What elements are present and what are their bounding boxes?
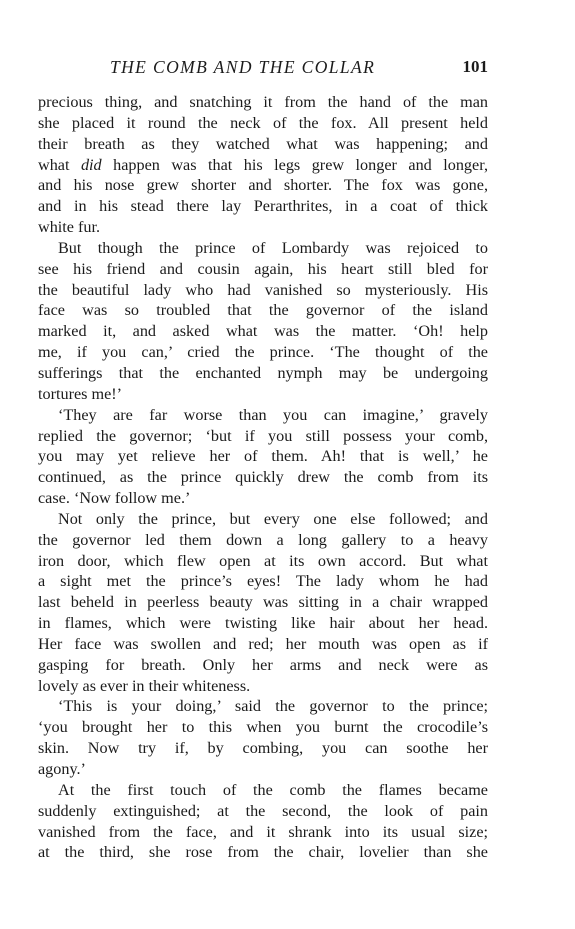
text-line: case. ‘Now follow me.’ (38, 489, 191, 508)
text-line: you may yet relieve her of them. Ah! that is well,’ he (38, 447, 488, 466)
running-title: THE COMB AND THE COLLAR (110, 57, 376, 77)
text-line: Her face was swollen and red; her mouth was open as if (38, 634, 488, 653)
text-line: skin. Now try if, by combing, you can soothe her (38, 739, 488, 758)
text-line: a sight met the prince’s eyes! The lady whom he had (38, 572, 488, 591)
text-line: Not only the prince, but every one else followed; and (58, 509, 488, 528)
text-line: suddenly extinguished; at the second, the look of pain (38, 801, 488, 820)
text-line: me, if you can,’ cried the prince. ‘The thought of the (38, 343, 488, 362)
text-line: what did happen was that his legs grew longer and longer, (38, 155, 488, 174)
text-line: lovely as ever in their whiteness. (38, 676, 251, 695)
text-line: replied the governor; ‘but if you still possess your comb, (38, 426, 488, 445)
text-line: see his friend and cousin again, his heart still bled for (38, 259, 488, 278)
text-line: ‘you brought her to this when you burnt the crocodile’s (38, 718, 488, 737)
text-line: white fur. (38, 218, 101, 237)
text-line: vanished from the face, and it shrank into its usual size; (38, 822, 488, 841)
text-line: But though the prince of Lombardy was rejoiced to (58, 238, 488, 257)
text-line: agony.’ (38, 760, 86, 778)
text-line: marked it, and asked what was the matter. ‘Oh! help (38, 322, 488, 341)
text-line: continued, as the prince quickly drew the comb from its (38, 468, 488, 487)
text-line: precious thing, and snatching it from the hand of the man (38, 93, 488, 111)
text-line: last beheld in peerless beauty was sitting in a chair wrapped (38, 593, 488, 612)
text-line: and in his stead there lay Perarthrites, in a coat of thick (38, 197, 488, 216)
text-line: iron door, which flew open at its own accord. But what (38, 551, 488, 570)
text-line: and his nose grew shorter and shorter. The fox was gone, (38, 176, 488, 195)
text-line: the governor led them down a long gallery to a heavy (38, 530, 488, 549)
page-number: 101 (462, 57, 488, 76)
text-line: their breath as they watched what was happening; and (38, 134, 488, 153)
text-line: ‘This is your doing,’ said the governor to the prince; (58, 697, 488, 716)
text-line: the beautiful lady who had vanished so mysteriously. His (38, 280, 488, 299)
text-line: face was so troubled that the governor of the island (38, 301, 488, 320)
text-line: At the first touch of the comb the flames became (58, 780, 488, 799)
text-line: tortures me!’ (38, 384, 123, 403)
text-line: at the third, she rose from the chair, lovelier than she (38, 843, 488, 862)
book-page (38, 0, 488, 929)
text-line: gasping for breath. Only her arms and neck were as (38, 655, 488, 674)
body-text (38, 92, 488, 863)
text-line: sufferings that the enchanted nymph may be undergoing (38, 363, 488, 382)
text-line: in flames, which were twisting like hair about her head. (38, 614, 488, 633)
text-line: ‘They are far worse than you can imagine,’ gravely (58, 405, 488, 424)
running-header (110, 56, 488, 78)
text-line: she placed it round the neck of the fox. All present held (38, 113, 488, 132)
